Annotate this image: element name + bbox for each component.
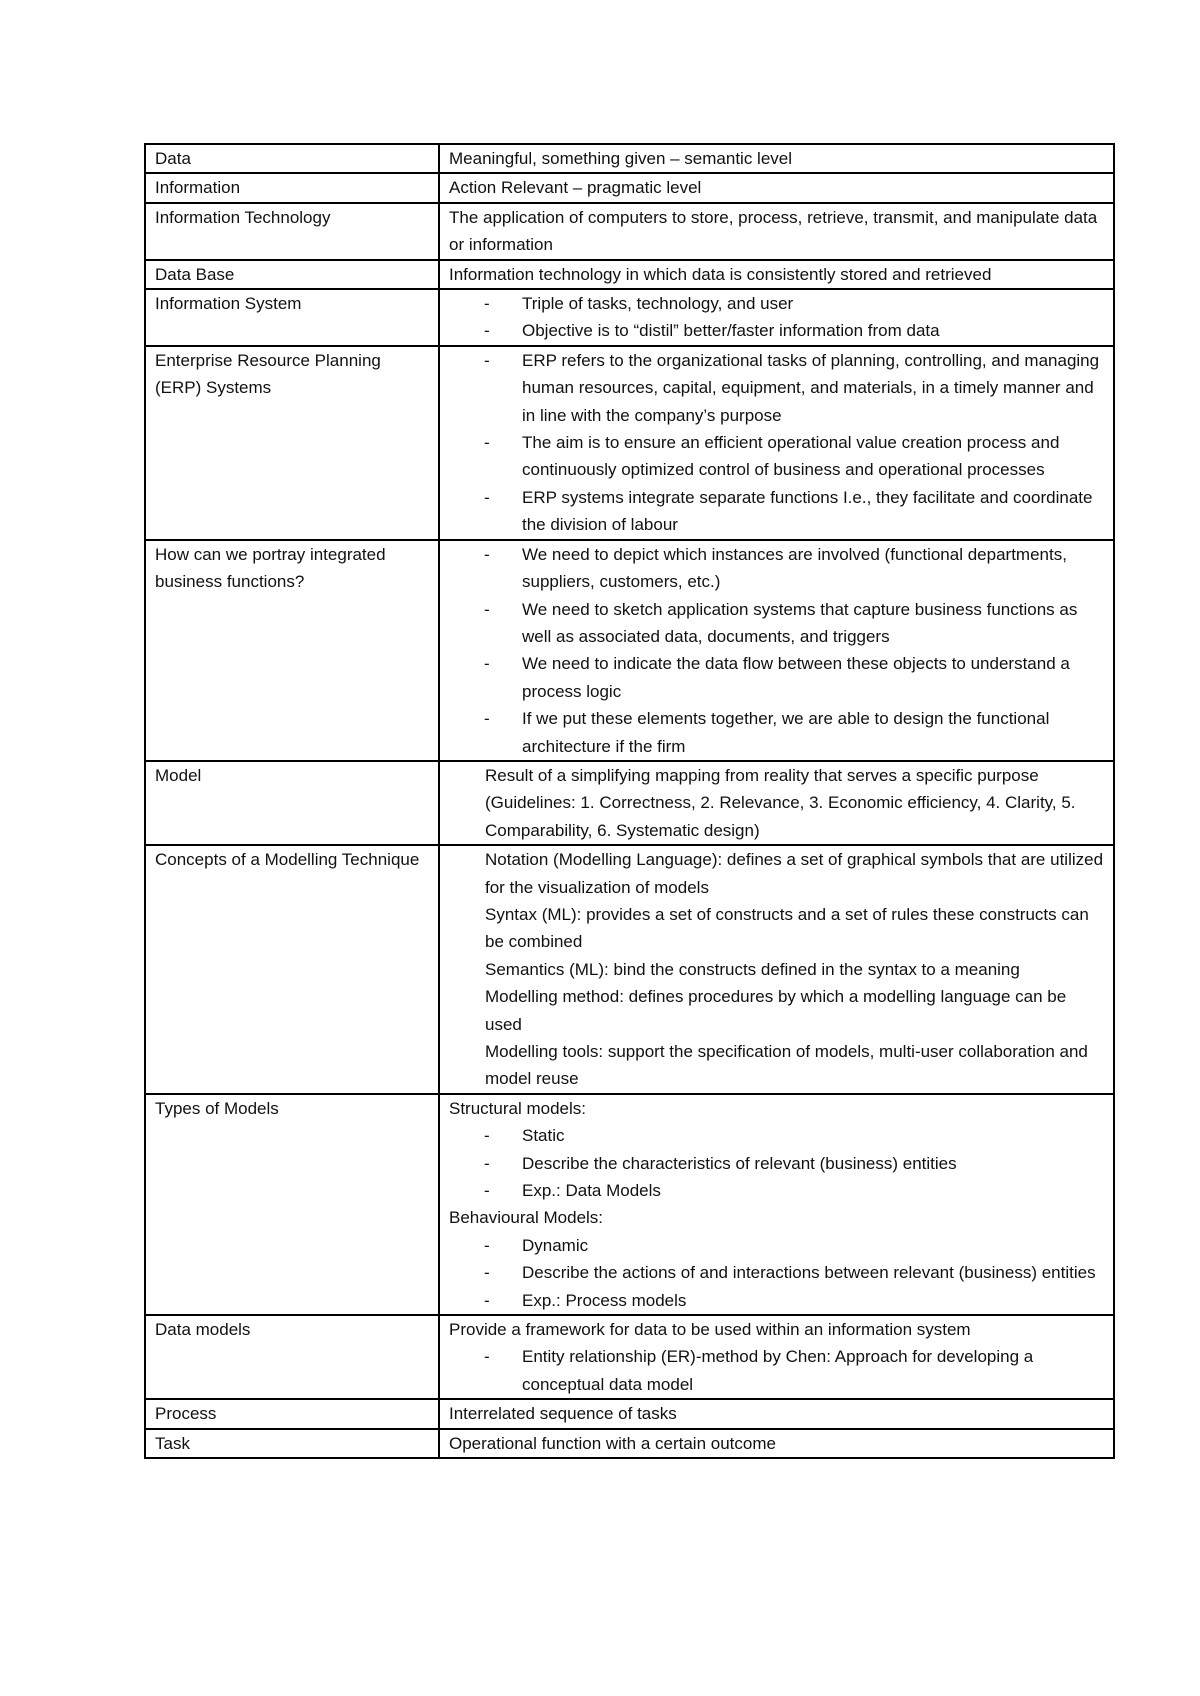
term-cell: Data bbox=[145, 144, 439, 173]
table-row bbox=[145, 1429, 1114, 1458]
bullet-list bbox=[449, 1343, 1104, 1398]
description-text: Information technology in which data is consistently stored and retrieved bbox=[449, 264, 992, 284]
bullet-item: - Exp.: Data Models bbox=[522, 1177, 1104, 1204]
bullet-item: - Describe the characteristics of relevant (business) entities bbox=[522, 1150, 1104, 1177]
table-row bbox=[145, 346, 1114, 540]
term-cell: Task bbox=[145, 1429, 439, 1458]
term-cell: Information Technology bbox=[145, 203, 439, 260]
bullet-list bbox=[449, 1232, 1104, 1314]
bullet-item: - The aim is to ensure an efficient operational value creation process and continuously optimized control of business and operational processes bbox=[522, 429, 1104, 484]
bullet-list bbox=[449, 1122, 1104, 1204]
term-cell: Information System bbox=[145, 289, 439, 346]
description-cell bbox=[439, 1315, 1114, 1399]
concept-line: Notation (Modelling Language): defines a set of graphical symbols that are utilized for the visualization of models bbox=[485, 850, 1104, 897]
term-cell: Process bbox=[145, 1399, 439, 1428]
term-cell: How can we portray integrated business functions? bbox=[145, 540, 439, 761]
description-cell bbox=[439, 260, 1114, 289]
term-cell: Concepts of a Modelling Technique bbox=[145, 845, 439, 1094]
table-row bbox=[145, 144, 1114, 173]
term-cell: Information bbox=[145, 173, 439, 202]
table-row bbox=[145, 173, 1114, 202]
term-cell: Enterprise Resource Planning (ERP) Systems bbox=[145, 346, 439, 540]
group-title: Behavioural Models: bbox=[449, 1208, 604, 1228]
term-cell: Types of Models bbox=[145, 1094, 439, 1315]
bullet-item: - Static bbox=[522, 1122, 1104, 1149]
table-row bbox=[145, 1399, 1114, 1428]
table-row bbox=[145, 761, 1114, 845]
description-text: Result of a simplifying mapping from reality that serves a specific purpose (Guidelines: 1. Correctness, 2. Relevance, 3. Economic efficiency, 4. Clarity, 5. Comparability, 6. Systematic design) bbox=[485, 765, 1076, 840]
bullet-list bbox=[449, 541, 1104, 760]
bullet-item: - ERP systems integrate separate functions I.e., they facilitate and coordinate the division of labour bbox=[522, 484, 1104, 539]
bullet-item: - ERP refers to the organizational tasks of planning, controlling, and managing human resources, capital, equipment, and materials, in a timely manner and in line with the company’s purpose bbox=[522, 347, 1104, 429]
table-row bbox=[145, 845, 1114, 1094]
concept-line: Modelling tools: support the specification of models, multi-user collaboration and model reuse bbox=[485, 1042, 1088, 1089]
bullet-item: - If we put these elements together, we are able to design the functional architecture if the firm bbox=[522, 705, 1104, 760]
term-cell: Data Base bbox=[145, 260, 439, 289]
bullet-item: - Entity relationship (ER)-method by Chen: Approach for developing a conceptual data model bbox=[522, 1343, 1104, 1398]
bullet-list bbox=[449, 347, 1104, 539]
bullet-item: - Objective is to “distil” better/faster information from data bbox=[522, 317, 1104, 344]
bullet-item: - We need to depict which instances are involved (functional departments, suppliers, customers, etc.) bbox=[522, 541, 1104, 596]
bullet-item: - Describe the actions of and interactions between relevant (business) entities bbox=[522, 1259, 1104, 1286]
table-row bbox=[145, 1094, 1114, 1315]
description-cell bbox=[439, 1399, 1114, 1428]
bullet-item: - We need to sketch application systems that capture business functions as well as associated data, documents, and triggers bbox=[522, 596, 1104, 651]
table-row bbox=[145, 203, 1114, 260]
table-row bbox=[145, 289, 1114, 346]
description-cell bbox=[439, 289, 1114, 346]
group-title: Structural models: bbox=[449, 1098, 586, 1118]
description-cell bbox=[439, 540, 1114, 761]
bullet-item: - Dynamic bbox=[522, 1232, 1104, 1259]
description-cell bbox=[439, 1429, 1114, 1458]
bullet-item: - Triple of tasks, technology, and user bbox=[522, 290, 1104, 317]
bullet-item: - We need to indicate the data flow between these objects to understand a process logic bbox=[522, 650, 1104, 705]
description-text: Operational function with a certain outcome bbox=[449, 1433, 776, 1453]
description-cell bbox=[439, 346, 1114, 540]
description-text: Action Relevant – pragmatic level bbox=[449, 178, 702, 198]
description-cell bbox=[439, 761, 1114, 845]
bullet-item: - Exp.: Process models bbox=[522, 1287, 1104, 1314]
bullet-list bbox=[449, 290, 1104, 345]
description-text: Provide a framework for data to be used within an information system bbox=[449, 1320, 971, 1340]
term-cell: Data models bbox=[145, 1315, 439, 1399]
description-text: The application of computers to store, process, retrieve, transmit, and manipulate data or information bbox=[449, 207, 1098, 255]
table-row bbox=[145, 540, 1114, 761]
concept-line: Semantics (ML): bind the constructs defined in the syntax to a meaning bbox=[485, 959, 1020, 979]
description-cell bbox=[439, 845, 1114, 1094]
description-cell bbox=[439, 144, 1114, 173]
description-text: Interrelated sequence of tasks bbox=[449, 1404, 677, 1424]
description-cell bbox=[439, 203, 1114, 260]
table-row bbox=[145, 1315, 1114, 1399]
concept-line: Modelling method: defines procedures by which a modelling language can be used bbox=[485, 987, 1067, 1034]
description-text: Meaningful, something given – semantic level bbox=[449, 149, 793, 168]
term-cell: Model bbox=[145, 761, 439, 845]
concept-line: Syntax (ML): provides a set of constructs and a set of rules these constructs can be combined bbox=[485, 904, 1089, 952]
description-cell bbox=[439, 173, 1114, 202]
table-row bbox=[145, 260, 1114, 289]
description-cell bbox=[439, 1094, 1114, 1315]
definitions-table bbox=[144, 143, 1115, 1459]
